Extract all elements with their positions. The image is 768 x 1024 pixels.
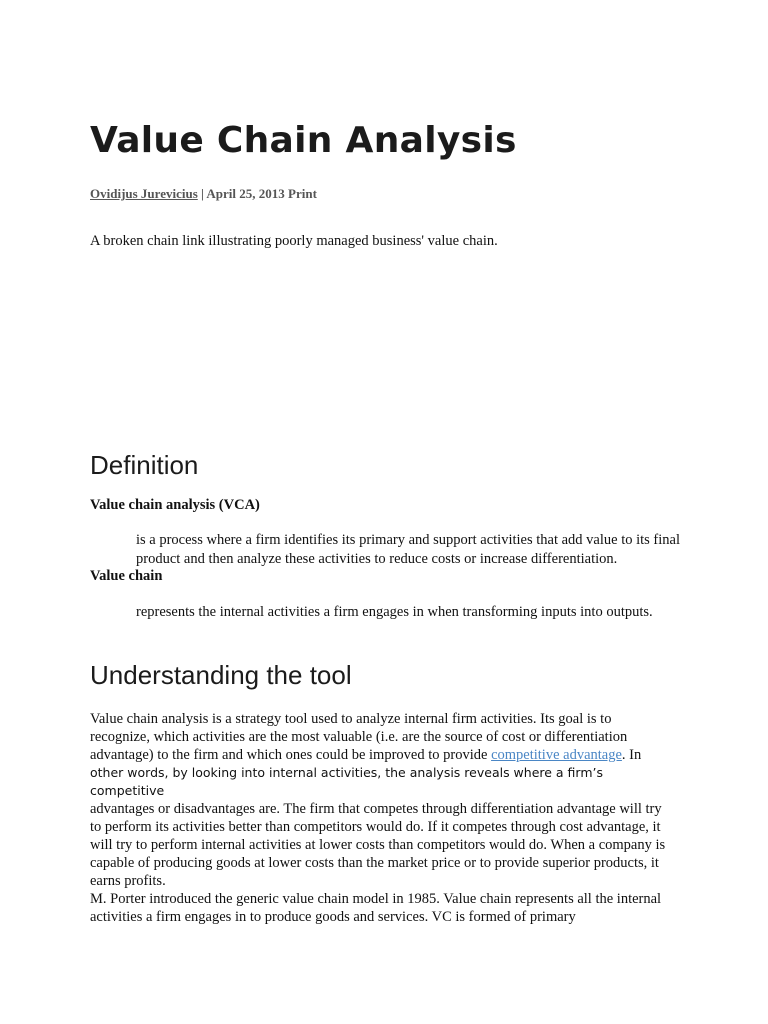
competitive-advantage-link[interactable]: competitive advantage (491, 747, 622, 763)
p1-text-rest: advantages or disadvantages are. The firm that competes through differentiation advantage will try to perform its activities better than competitors would do. If it competes through cost advantage, it will try to perform internal activities at lower costs than competitors would do. When a company is capable of producing goods at lower costs than the market price or to provide superior products, it earns profits. (90, 801, 666, 889)
term-vca: Value chain analysis (VCA) (90, 497, 260, 513)
author-link[interactable]: Ovidijus Jurevicius (90, 186, 198, 201)
understanding-heading: Understanding the tool (90, 660, 352, 690)
image-caption: A broken chain link illustrating poorly managed business' value chain. (90, 233, 498, 249)
term-vca-description: is a process where a firm identifies its primary and support activities that add value to its final product and then analyze these activities to reduce costs or increase differentiation. (136, 532, 681, 567)
p1-text-after-link: . In (621, 747, 642, 763)
term-value-chain-description: represents the internal activities a firm engages in when transforming inputs into outputs. (136, 604, 653, 620)
understanding-paragraph-2: M. Porter introduced the generic value chain model in 1985. Value chain represents all the internal activities a firm engages in to produce goods and services. VC is formed of primary (90, 891, 662, 925)
byline (90, 186, 317, 202)
p1-text-alt-font: other words, by looking into internal activities, the analysis reveals where a firm’s competitive (90, 765, 604, 798)
understanding-paragraph-1 (90, 710, 675, 890)
definition-heading: Definition (90, 450, 199, 480)
article-title: Value Chain Analysis (90, 120, 517, 161)
term-value-chain: Value chain (90, 568, 163, 584)
p1-text-start: Value chain analysis is a strategy tool used to analyze internal firm activities. Its goal is to recognize, which activities are the most valuable (i.e. are the source of cost or differentiation advantage) to the firm and which ones could be improved to provide (90, 711, 628, 763)
byline-date-print: | April 25, 2013 Print (197, 186, 317, 201)
